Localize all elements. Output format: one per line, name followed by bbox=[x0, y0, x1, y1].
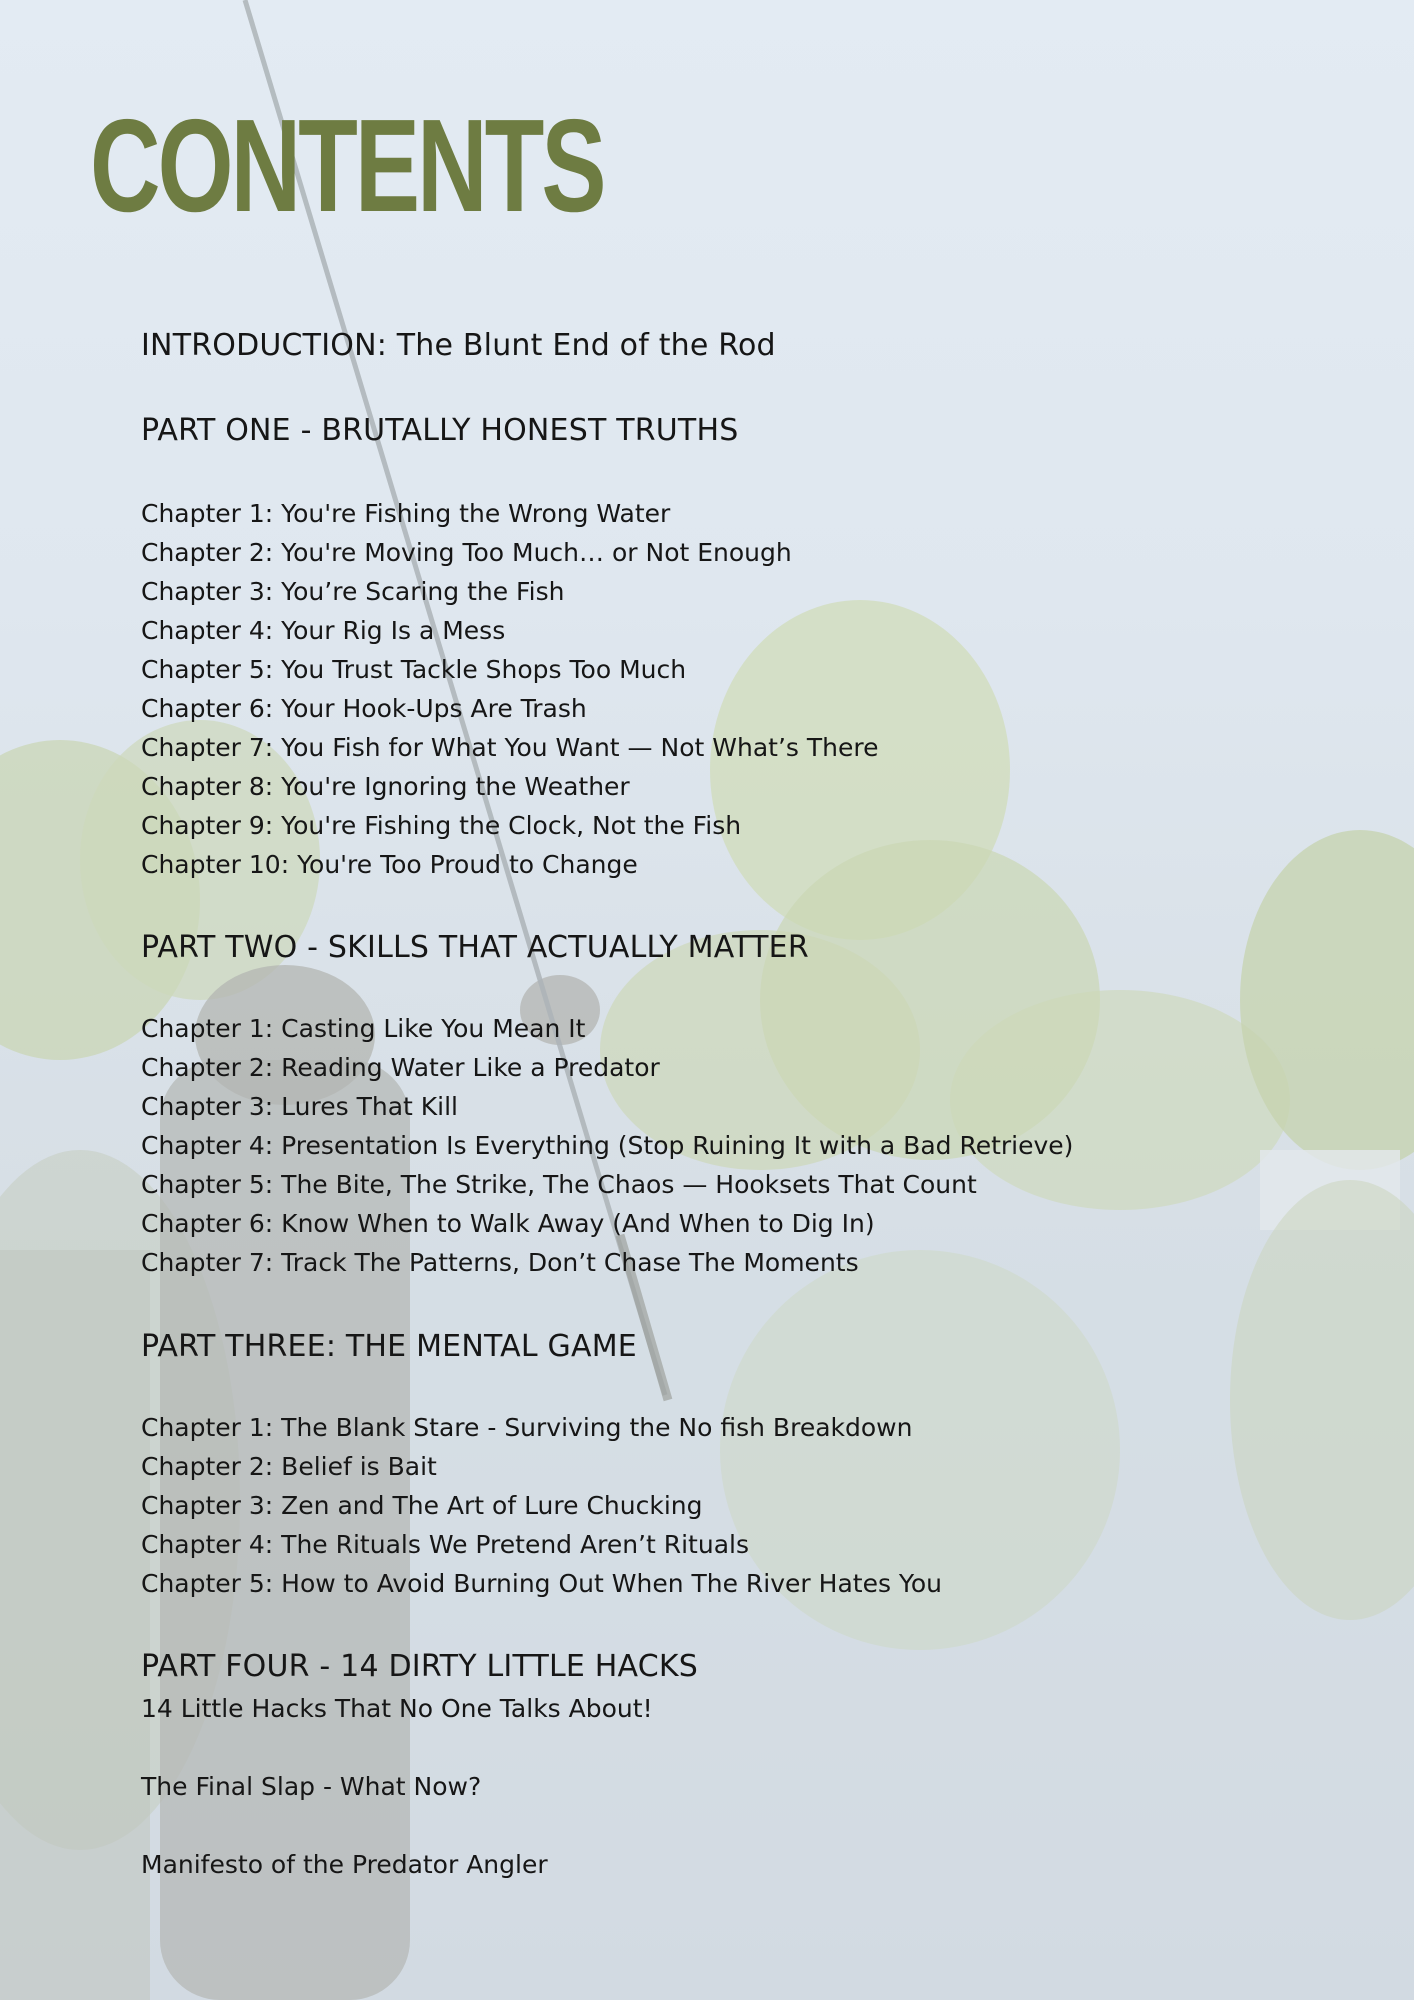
toc-entry: Chapter 2: Belief is Bait bbox=[141, 1452, 437, 1481]
toc-introduction: INTRODUCTION: The Blunt End of the Rod bbox=[141, 328, 776, 363]
part-two-heading: PART TWO - SKILLS THAT ACTUALLY MATTER bbox=[141, 930, 809, 965]
page-title: CONTENTS bbox=[90, 92, 604, 239]
toc-entry: Chapter 3: Zen and The Art of Lure Chucking bbox=[141, 1491, 703, 1520]
part-three-heading: PART THREE: THE MENTAL GAME bbox=[141, 1329, 637, 1364]
toc-entry: Chapter 5: You Trust Tackle Shops Too Much bbox=[141, 655, 687, 684]
toc-entry: Chapter 5: The Bite, The Strike, The Chaos — Hooksets That Count bbox=[141, 1170, 977, 1199]
toc-entry: Chapter 2: Reading Water Like a Predator bbox=[141, 1053, 660, 1082]
toc-entry: Chapter 4: Presentation Is Everything (Stop Ruining It with a Bad Retrieve) bbox=[141, 1131, 1074, 1160]
toc-entry: Chapter 3: Lures That Kill bbox=[141, 1092, 459, 1121]
toc-entry: 14 Little Hacks That No One Talks About! bbox=[141, 1694, 653, 1723]
part-four-heading: PART FOUR - 14 DIRTY LITTLE HACKS bbox=[141, 1649, 699, 1684]
part-one-heading: PART ONE - BRUTALLY HONEST TRUTHS bbox=[141, 413, 739, 448]
toc-entry: Chapter 4: The Rituals We Pretend Aren’t Rituals bbox=[141, 1530, 749, 1559]
toc-entry: Chapter 7: Track The Patterns, Don’t Chase The Moments bbox=[141, 1248, 859, 1277]
toc-entry: Chapter 1: You're Fishing the Wrong Water bbox=[141, 499, 671, 528]
toc-final-slap: The Final Slap - What Now? bbox=[141, 1772, 482, 1801]
toc-manifesto: Manifesto of the Predator Angler bbox=[141, 1850, 548, 1879]
toc-entry: Chapter 8: You're Ignoring the Weather bbox=[141, 772, 630, 801]
toc-entry: Chapter 1: The Blank Stare - Surviving the No fish Breakdown bbox=[141, 1413, 913, 1442]
toc-entry: Chapter 6: Your Hook-Ups Are Trash bbox=[141, 694, 587, 723]
toc-entry: Chapter 1: Casting Like You Mean It bbox=[141, 1014, 586, 1043]
toc-entry: Chapter 4: Your Rig Is a Mess bbox=[141, 616, 506, 645]
toc-entry: Chapter 2: You're Moving Too Much… or Not Enough bbox=[141, 538, 792, 567]
toc-entry: Chapter 5: How to Avoid Burning Out When The River Hates You bbox=[141, 1569, 943, 1598]
toc-entry: Chapter 6: Know When to Walk Away (And When to Dig In) bbox=[141, 1209, 875, 1238]
toc-entry: Chapter 9: You're Fishing the Clock, Not the Fish bbox=[141, 811, 742, 840]
toc-entry: Chapter 3: You’re Scaring the Fish bbox=[141, 577, 565, 606]
toc-entry: Chapter 10: You're Too Proud to Change bbox=[141, 850, 638, 879]
toc-entry: Chapter 7: You Fish for What You Want — Not What’s There bbox=[141, 733, 879, 762]
